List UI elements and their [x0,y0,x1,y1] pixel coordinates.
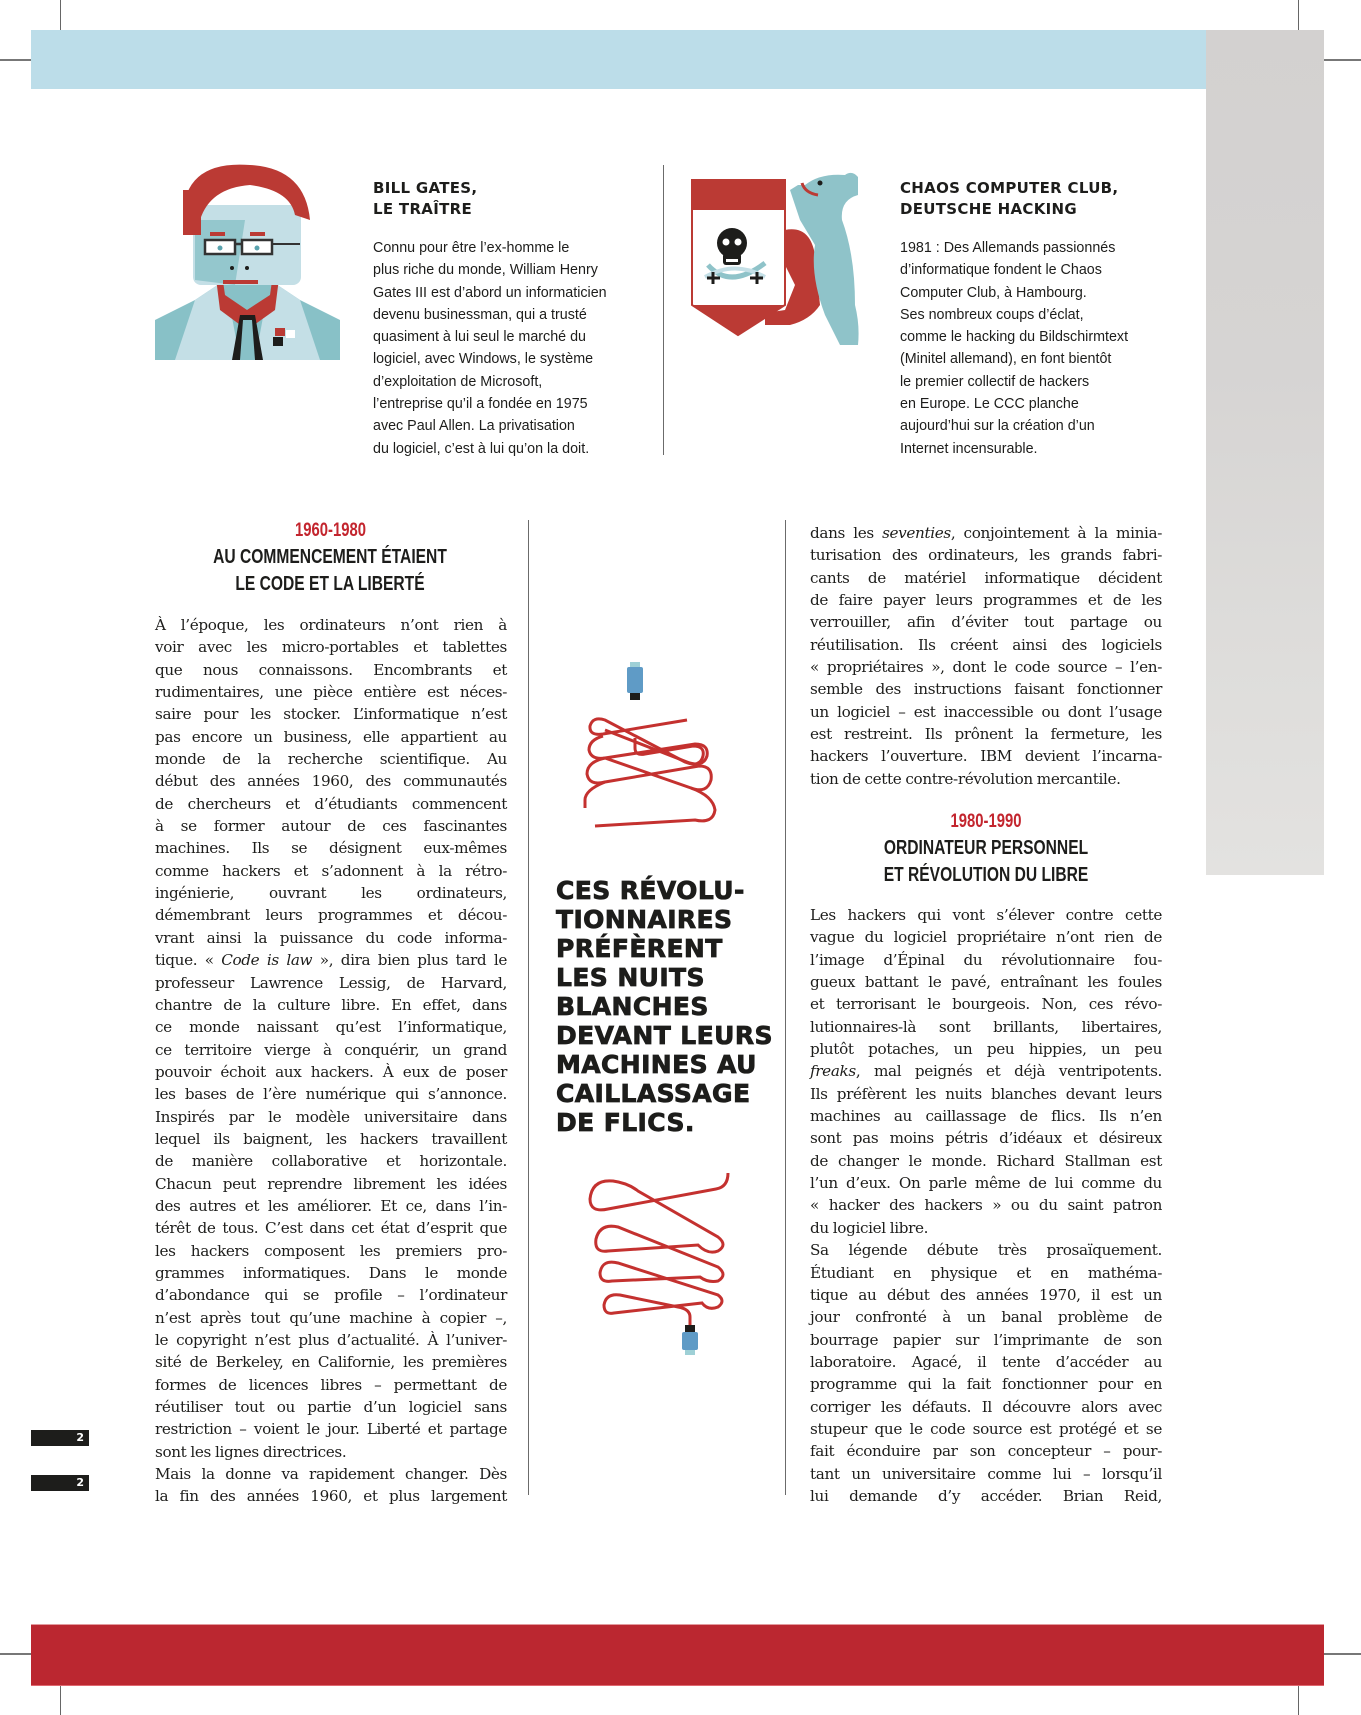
text-line: n’est après tout qu’une machine à copier –, [155,1308,507,1327]
text-line: le copyright n’est plus d’actualité. À l’univer- [155,1331,507,1349]
text-line: vrant ainsi la puissance du code informa- [155,928,507,947]
text-line: hackers l’ouverture. IBM devient l’incarna- [810,747,1162,766]
text-line: plutôt potaches, un peu hippies, un peu [810,1040,1162,1059]
text-line: vague du logiciel propriétaire n’ont rien de [810,928,1162,947]
text-line: réutiliser tout ou partie d’un logiciel sans [155,1398,507,1417]
text-line: Ils préfèrent les nuits blanches devant leurs [810,1084,1162,1103]
text-line: cants de matériel informatique décident [810,568,1162,587]
bill-gates-portrait-icon [155,160,340,360]
article-column-3 [810,522,1162,790]
text-line: Étudiant en physique et en mathéma- [810,1263,1162,1282]
text-line: ce monde naissant qu’est l’informatique, [155,1018,507,1037]
text-line: est restreint. Ils prônent la fermeture, les [810,725,1162,744]
text-line: les bases de l’ère numérique qui s’annonce. [155,1085,507,1104]
text-line: rudimentaires, une pièce entière est néces- [155,683,507,702]
text-line: démembrant leurs programmes et décou- [155,906,507,925]
section-title-line: AU COMMENCEMENT ÉTAIENT [213,546,447,568]
pull-quote-line: MACHINES AU [556,1050,757,1079]
text-line: des autres et les améliorer. Et ce, dans l’in- [155,1196,507,1215]
crop-mark [0,59,31,61]
pull-quote-line: CES RÉVOLU- [556,876,745,905]
text-line: turisation des ordinateurs, les grands fabri- [810,546,1162,565]
pull-quote-line: TIONNAIRES [556,905,733,934]
text-line: sont pas moins pétris d’idéaux et désireux [810,1129,1162,1148]
profile-text-bill-gates [373,237,663,460]
text-line: devenu businessman, qui a trusté [373,306,587,323]
text-line: de chercheurs et d’étudiants commencent [155,794,507,813]
profile-title-line: CHAOS COMPUTER CLUB, [900,179,1119,197]
text-line: d’exploitation de Microsoft, [373,373,543,390]
side-gray-strip [1206,30,1324,875]
text-line: verrouiller, afin d’éviter tout partage ou [810,613,1162,632]
text-line: monde de la recherche scientifique. Au [155,750,507,769]
text-line: la fin des années 1960, et plus largement [155,1487,507,1506]
profile-title-line: BILL GATES, [373,179,478,197]
text-line: machines au caillassage de flics. Ils n’en [810,1107,1162,1126]
bottom-color-band [31,1624,1324,1686]
page-number: 2 [31,1430,89,1446]
text-line: lutionnaires-là sont brillants, libertaires, [810,1017,1162,1036]
text-line: lequel ils baignent, les hackers travaillent [155,1129,507,1148]
profile-text-ccc [900,237,1200,460]
pull-quote-line: DE FLICS. [556,1108,695,1137]
text-line: que nous connaissons. Encombrants et [155,660,507,679]
text-line: semble des instructions faisant fonctionner [810,680,1162,699]
section-years: 1980-1990 [950,811,1022,832]
text-line: chantre de la culture libre. En effet, dans [155,995,507,1014]
text-line: À l’époque, les ordinateurs n’ont rien à [155,616,507,634]
profile-title-line: LE TRAÎTRE [373,200,473,218]
text-line: comme le hacking du Bildschirmtext [900,329,1129,346]
text-line: Sa légende débute très prosaïquement. [810,1241,1162,1260]
text-line: et terrorisant le bourgeois. Non, ces révo- [810,995,1162,1014]
column-divider [663,165,664,455]
article-column-1 [155,614,507,1508]
text-line: restriction – voient le jour. Liberté et partage [155,1420,507,1439]
crop-mark [60,0,61,30]
section-title-line: ORDINATEUR PERSONNEL [883,837,1089,859]
usb-cable-top-icon [575,660,735,850]
text-line: freaks, mal peignés et déjà ventripotents. [810,1062,1162,1081]
text-line: aujourd’hui sur la création d’un [900,418,1095,435]
text-line: Internet incensurable. [900,440,1038,457]
section-title-line: LE CODE ET LA LIBERTÉ [235,573,425,595]
text-line: jour confronté à un banal problème de [810,1308,1162,1327]
text-line: Inspirés par le modèle universitaire dans [155,1107,507,1126]
text-line: « hacker des hackers » ou du saint patron [810,1196,1162,1215]
text-line: sité de Berkeley, en Californie, les premières [155,1353,507,1372]
crop-mark [1324,1653,1361,1655]
text-line: les hackers composent les premiers pro- [155,1241,507,1260]
text-line: machines. Ils se désignent eux-mêmes [155,839,507,858]
text-line: tion de cette contre-révolution mercantile. [810,769,1121,788]
section-years: 1960-1980 [295,520,366,541]
column-divider [528,520,529,1495]
text-line: de changer le monde. Richard Stallman est [810,1151,1162,1170]
text-line: « propriétaires », dont le code source – l’en- [810,658,1162,677]
article-column-3-section-2 [810,904,1162,1507]
text-line: stupeur que le code source est protégé et se [810,1419,1162,1438]
text-line: début des années 1960, des communautés [155,772,507,791]
text-line: tique. « Code is law », dira bien plus tard le [155,951,507,970]
text-line: (Minitel allemand), en font bientôt [900,351,1112,368]
section-title [166,544,494,598]
text-line: plus riche du monde, William Henry [373,262,598,279]
text-line: Connu pour être l’ex-homme le [373,240,570,256]
pull-quote-line: CAILLASSAGE [556,1079,751,1108]
text-line: tique au début des années 1970, il est un [810,1285,1162,1304]
text-line: laboratoire. Agacé, il tente d’accéder au [810,1352,1162,1371]
text-line: l’image d’Épinal du révolutionnaire fou- [810,950,1162,969]
text-line: sont les lignes directrices. [155,1442,347,1461]
profile-title-bill-gates [373,178,633,220]
pull-quote [556,876,786,1137]
section-title-line: ET RÉVOLUTION DU LIBRE [883,864,1089,886]
text-line: 1981 : Des Allemands passionnés [900,240,1116,256]
profile-title-ccc [900,178,1180,220]
text-line: ingénierie, ouvrant les ordinateurs, [155,884,507,903]
pull-quote-line: LES NUITS [556,963,705,992]
crop-mark [0,1653,31,1655]
text-line: dans les seventies, conjointement à la minia- [810,524,1162,542]
text-line: bourrage papier sur l’imprimante de son [810,1330,1162,1349]
text-line: quasiment à lui seul le marché du [373,329,586,346]
text-line: formes de licences libres – permettant de [155,1375,507,1394]
text-line: Les hackers qui vont s’élever contre cette [810,906,1162,924]
profile-title-line: DEUTSCHE HACKING [900,200,1077,218]
text-line: Gates III est d’abord un informaticien [373,284,607,301]
text-line: programme qui la fait fonctionner pour en [810,1375,1162,1394]
text-line: tant un universitaire comme lui – lorsqu’il [810,1464,1162,1483]
text-line: l’un d’eux. On parle même de lui comme du [810,1174,1162,1193]
text-line: voir avec les micro-portables et tablettes [155,638,507,657]
section-title [822,835,1150,889]
text-line: professeur Lawrence Lessig, de Harvard, [155,973,507,992]
text-line: ce territoire vierge à conquérir, un grand [155,1040,507,1059]
text-line: fait éconduire par son concepteur – pour- [810,1442,1162,1461]
pull-quote-line: PRÉFÈRENT [556,934,723,963]
text-line: térêt de tous. C’est dans cet état d’esprit que [155,1219,507,1238]
text-line: un logiciel – est inaccessible ou dont l’usage [810,702,1162,721]
text-line: pouvoir échoit aux hackers. À eux de poser [155,1062,507,1081]
pull-quote-line: DEVANT LEURS [556,1021,773,1050]
text-line: Mais la donne va rapidement changer. Dès [155,1465,507,1484]
top-color-band [31,30,1206,89]
text-line: de manière collaborative et horizontale. [155,1152,507,1171]
text-line: d’abondance qui se profile – l’ordinateur [155,1286,507,1305]
text-line: comme hackers et s’adonnent à la rétro- [155,861,507,880]
text-line: d’informatique fondent le Chaos [900,262,1102,279]
usb-cable-bottom-icon [578,1165,738,1355]
berlin-bear-pirate-shield-icon [690,165,875,365]
pull-quote-line: BLANCHES [556,992,709,1021]
text-line: du logiciel, c’est à lui qu’on la doit. [373,440,590,457]
text-line: réutilisation. Ils créent ainsi des logiciels [810,635,1162,654]
text-line: de faire payer leurs programmes et de les [810,591,1162,610]
page-number: 2 [31,1475,89,1491]
text-line: avec Paul Allen. La privatisation [373,418,575,435]
text-line: Computer Club, à Hambourg. [900,284,1087,301]
text-line: corriger les défauts. Il découvre alors avec [810,1397,1162,1416]
text-line: grammes informatiques. Dans le monde [155,1263,507,1282]
crop-mark [1298,1685,1299,1715]
crop-mark [1298,0,1299,30]
text-line: lui demande d’y accéder. Brian Reid, [810,1486,1162,1505]
text-line: du logiciel libre. [810,1218,929,1237]
text-line: gueux battant le pavé, entraînant les foules [810,973,1162,992]
text-line: à se former autour de ces fascinantes [155,817,507,836]
text-line: Ses nombreux coups d’éclat, [900,306,1084,323]
text-line: en Europe. Le CCC planche [900,396,1079,413]
text-line: l’entreprise qu’il a fondée en 1975 [373,396,588,413]
text-line: le premier collectif de hackers [900,373,1090,390]
text-line: pas encore un business, elle appartient au [155,727,507,746]
crop-mark [1324,59,1361,61]
text-line: logiciel, avec Windows, le système [373,351,594,368]
text-line: Chacun peut reprendre librement les idées [155,1174,507,1193]
crop-mark [60,1685,61,1715]
text-line: saire pour les stocker. L’informatique n’est [155,705,507,724]
